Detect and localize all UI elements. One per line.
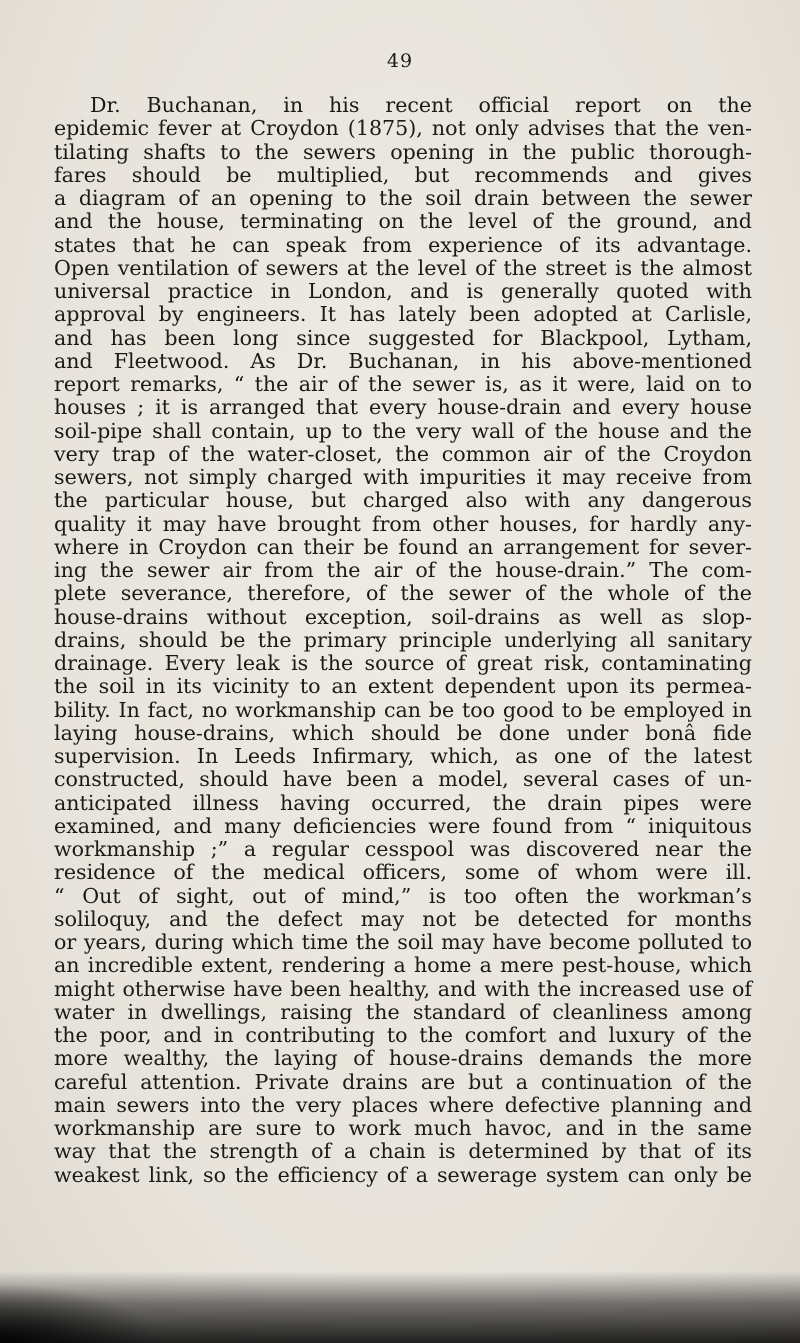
- text-line: ing the sewer air from the air of the house-drain.” The com-: [54, 558, 752, 582]
- text-line: workmanship are sure to work much havoc, and in the same: [54, 1116, 752, 1140]
- text-line: weakest link, so the efficiency of a sewerage system can only be: [54, 1162, 752, 1187]
- text-line: the soil in its vicinity to an extent dependent upon its permea-: [54, 674, 752, 699]
- text-line: universal practice in London, and is generally quoted with: [54, 279, 752, 303]
- text-line: soliloquy, and the defect may not be detected for months: [54, 906, 752, 931]
- text-line: more wealthy, the laying of house-drains demands the more: [54, 1046, 752, 1071]
- text-line: and has been long since suggested for Blackpool, Lytham,: [54, 325, 752, 350]
- text-line: constructed, should have been a model, several cases of un-: [54, 767, 752, 792]
- text-line: the poor, and in contributing to the comfort and luxury of the: [54, 1023, 752, 1047]
- text-line: approval by engineers. It has lately been adopted at Carlisle,: [54, 302, 752, 327]
- text-line: where in Croydon can their be found an arrangement for sever-: [54, 534, 752, 559]
- text-line: “ Out of sight, out of mind,” is too often the workman’s: [54, 883, 752, 908]
- text-line: drainage. Every leak is the source of great risk, contaminating: [54, 651, 752, 675]
- text-line: fares should be multiplied, but recommends and gives: [54, 162, 752, 187]
- text-line: very trap of the water-closet, the common air of the Croydon: [54, 441, 752, 466]
- scan-corner-shadow: [0, 1283, 160, 1343]
- text-line: plete severance, therefore, of the sewer of the whole of the: [54, 581, 752, 606]
- text-line: the particular house, but charged also with any dangerous: [54, 488, 752, 513]
- text-line: residence of the medical officers, some of whom were ill.: [54, 860, 752, 885]
- text-line: workmanship ;” a regular cesspool was discovered near the: [54, 837, 752, 861]
- body-text: [54, 94, 752, 1187]
- text-line: quality it may have brought from other houses, for hardly any-: [54, 511, 752, 536]
- text-line: and the house, terminating on the level of the ground, and: [54, 209, 752, 234]
- text-line: Dr. Buchanan, in his recent official report on the: [90, 93, 752, 117]
- page-number: 49: [386, 50, 414, 72]
- text-line: epidemic fever at Croydon (1875), not only advises that the ven-: [54, 116, 752, 141]
- text-line: houses ; it is arranged that every house-drain and every house: [54, 395, 752, 420]
- text-line: drains, should be the primary principle underlying all sanitary: [54, 627, 752, 652]
- text-line: report remarks, “ the air of the sewer is, as it were, laid on to: [54, 372, 752, 396]
- text-line: an incredible extent, rendering a home a mere pest-house, which: [54, 953, 752, 978]
- text-line: a diagram of an opening to the soil drain between the sewer: [54, 186, 752, 210]
- text-line: supervision. In Leeds Infirmary, which, as one of the latest: [54, 744, 752, 768]
- text-line: sewers, not simply charged with impurities it may receive from: [54, 465, 752, 489]
- text-line: examined, and many deficiencies were found from “ iniquitous: [54, 813, 752, 838]
- text-line: water in dwellings, raising the standard of cleanliness among: [54, 999, 752, 1024]
- text-line: and Fleetwood. As Dr. Buchanan, in his above-mentioned: [54, 348, 752, 373]
- text-line: tilating shafts to the sewers opening in the public thorough-: [54, 139, 752, 164]
- text-line: might otherwise have been healthy, and with the increased use of: [54, 976, 752, 1001]
- text-line: Open ventilation of sewers at the level of the street is the almost: [54, 255, 752, 280]
- text-line: or years, during which time the soil may have become polluted to: [54, 930, 752, 954]
- text-line: anticipated illness having occurred, the drain pipes were: [54, 790, 752, 815]
- text-line: way that the strength of a chain is determined by that of its: [54, 1139, 752, 1164]
- text-line: bility. In fact, no workmanship can be too good to be employed in: [54, 697, 752, 722]
- text-line: laying house-drains, which should be done under bonâ fide: [54, 720, 752, 745]
- text-line: main sewers into the very places where defective planning and: [54, 1092, 752, 1117]
- text-line: careful attention. Private drains are but a continuation of the: [54, 1069, 752, 1094]
- text-line: house-drains without exception, soil-drains as well as slop-: [54, 604, 752, 629]
- text-line: states that he can speak from experience of its advantage.: [54, 232, 752, 257]
- text-line: soil-pipe shall contain, up to the very wall of the house and the: [54, 418, 752, 443]
